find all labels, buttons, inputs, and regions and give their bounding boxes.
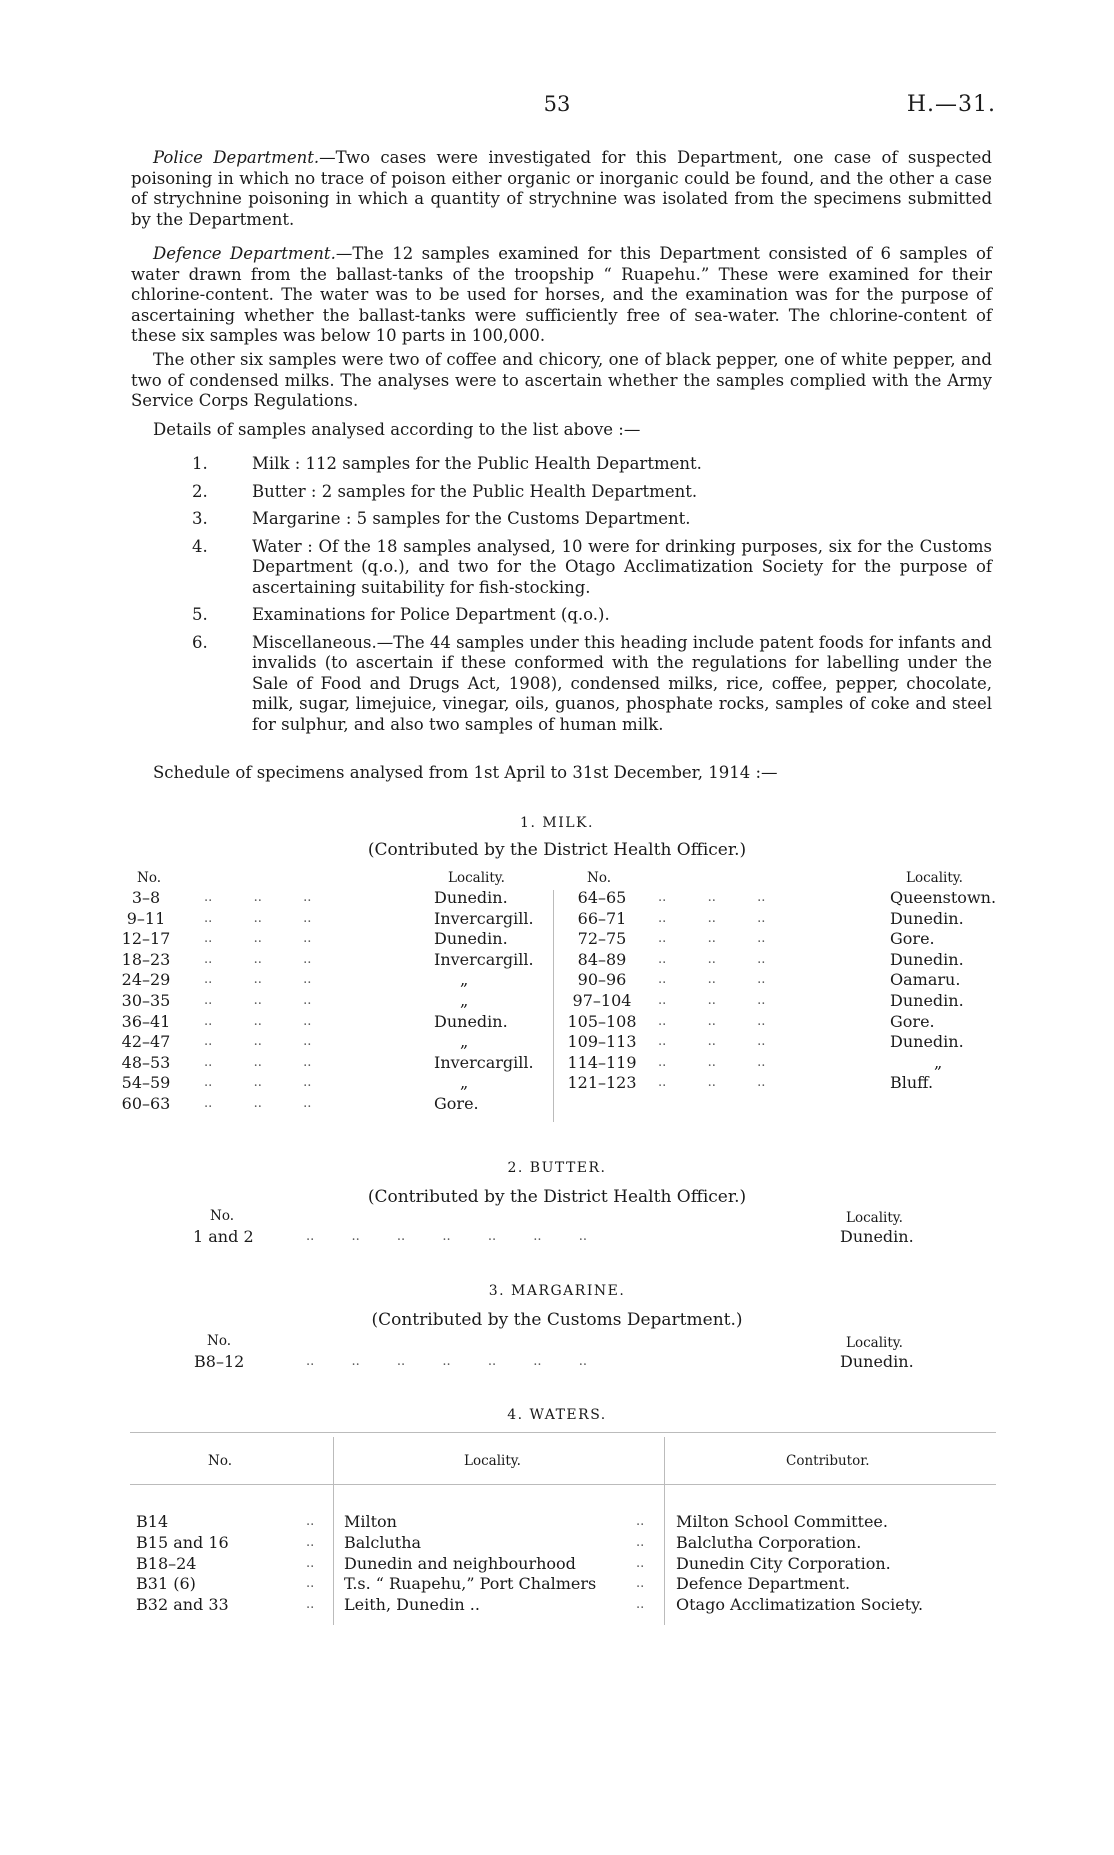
list-item-number: 3. — [192, 509, 208, 528]
butter-section-title: 2. BUTTER. — [507, 1160, 607, 1176]
milk-right-no: 114–119 — [567, 1052, 637, 1072]
waters-section-title: 4. WATERS. — [507, 1407, 607, 1423]
waters-row-locality: T.s. “ Ruapehu,” Port Chalmers — [344, 1574, 597, 1594]
butter-leader-dots: .. .. .. .. .. .. .. — [306, 1229, 587, 1244]
waters-header-rule — [130, 1484, 996, 1485]
waters-row-contributor: Balclutha Corporation. — [676, 1532, 862, 1552]
waters-row-contributor: Otago Acclimatization Society. — [676, 1595, 924, 1615]
milk-left-leader-dots: .. .. .. — [204, 972, 312, 988]
milk-left-no: 48–53 — [121, 1052, 171, 1072]
milk-right-locality: Dunedin. — [890, 949, 964, 969]
list-item-text: Miscellaneous.—The 44 samples under this heading include patent foods for infants and invalids (to ascertain if these conformed with the regulations for labelling under the Sale of Food and Drugs Act, 1908), condensed milks, rice, coffee, pepper, chocolate, milk, sugar, limejuice, vinegar, oils, guanos, phosphate rocks, samples of coke and steel for sulphur, and also two samples of human milk. — [252, 632, 992, 734]
milk-right-locality: Dunedin. — [890, 1032, 964, 1052]
schedule-intro: Schedule of specimens analysed from 1st April to 31st December, 1914 :— — [153, 763, 778, 782]
milk-left-leader-dots: .. .. .. — [204, 931, 312, 947]
page-reference: H.—31. — [906, 92, 996, 117]
milk-right-leader-dots: .. .. .. — [658, 1034, 766, 1050]
waters-row-no: B31 (6) — [136, 1574, 196, 1594]
milk-right-no: 97–104 — [572, 991, 632, 1010]
milk-section-title: 1. MILK. — [520, 815, 594, 831]
list-item — [192, 537, 992, 599]
margarine-locality: Dunedin. — [840, 1352, 914, 1371]
milk-left-locality: „ — [460, 1073, 469, 1093]
waters-row-locality: Milton — [344, 1512, 397, 1531]
milk-right-no: 72–75 — [577, 929, 627, 949]
list-item — [192, 509, 992, 530]
details-intro: Details of samples analysed according to the list above :— — [153, 420, 641, 439]
butter-no: 1 and 2 — [193, 1227, 254, 1246]
margarine-leader-dots: .. .. .. .. .. .. .. — [306, 1354, 587, 1369]
list-item-number: 6. — [192, 632, 208, 652]
margarine-header-locality: Locality. — [846, 1335, 903, 1351]
milk-right-leader-dots: .. .. .. — [658, 951, 766, 967]
waters-row-no: B15 and 16 — [136, 1532, 229, 1552]
milk-section-subtitle: (Contributed by the District Health Officer.) — [367, 840, 747, 860]
milk-right-leader-dots: .. .. .. — [658, 993, 766, 1008]
waters-header-locality: Locality. — [464, 1453, 521, 1469]
milk-right-leader-dots: .. .. .. — [658, 1013, 766, 1029]
waters-header-no: No. — [208, 1453, 232, 1469]
milk-left-locality: „ — [460, 1032, 469, 1052]
milk-left-leader-dots: .. .. .. — [204, 993, 312, 1008]
milk-left-locality: Invercargill. — [434, 1052, 534, 1072]
milk-left-locality: Invercargill. — [434, 908, 534, 928]
waters-row-locality: Dunedin and neighbourhood — [344, 1553, 576, 1573]
waters-row-leader-dots: .. — [306, 1576, 315, 1592]
milk-right-locality: „ — [934, 1052, 943, 1072]
milk-left-leader-dots: .. .. .. — [204, 951, 312, 967]
waters-row-leader-dots: .. — [636, 1534, 645, 1550]
milk-right-locality: Queenstown. — [890, 888, 997, 907]
milk-right-no: 105–108 — [567, 1011, 637, 1031]
milk-column-rule — [553, 890, 554, 1122]
list-item — [192, 633, 992, 736]
margarine-section-subtitle: (Contributed by the Customs Department.) — [371, 1310, 743, 1330]
milk-right-locality: Oamaru. — [890, 970, 961, 990]
list-item-text: Butter : 2 samples for the Public Health Department. — [252, 481, 698, 501]
waters-row-leader-dots: .. — [636, 1597, 645, 1613]
defence-label: Defence Department. — [153, 244, 336, 263]
milk-left-no: 12–17 — [121, 929, 171, 949]
samples-list — [192, 454, 992, 742]
milk-left-leader-dots: .. .. .. — [204, 890, 312, 905]
waters-row-leader-dots: .. — [306, 1534, 315, 1550]
waters-row-leader-dots: .. — [636, 1555, 645, 1571]
milk-left-locality: Gore. — [434, 1094, 479, 1113]
milk-right-locality: Dunedin. — [890, 908, 964, 928]
waters-row-contributor: Milton School Committee. — [676, 1512, 888, 1531]
waters-row-locality: Leith, Dunedin .. — [344, 1595, 480, 1615]
defence-paragraph — [131, 244, 992, 347]
milk-right-no: 66–71 — [577, 908, 627, 928]
waters-row-leader-dots: .. — [306, 1514, 315, 1529]
milk-left-no: 24–29 — [121, 970, 171, 990]
waters-header-contributor: Contributor. — [786, 1453, 870, 1469]
milk-left-no: 54–59 — [121, 1073, 171, 1093]
milk-right-no: 64–65 — [577, 888, 627, 907]
waters-row-contributor: Dunedin City Corporation. — [676, 1553, 891, 1573]
milk-right-leader-dots: .. .. .. — [658, 890, 766, 905]
milk-right-leader-dots: .. .. .. — [658, 910, 766, 926]
list-item-number: 2. — [192, 481, 208, 501]
list-item-text: Milk : 112 samples for the Public Health Department. — [252, 454, 702, 473]
butter-locality: Dunedin. — [840, 1227, 914, 1246]
milk-right-no: 84–89 — [577, 949, 627, 969]
milk-left-locality: Dunedin. — [434, 929, 508, 949]
milk-right-locality: Gore. — [890, 1011, 935, 1031]
butter-section-subtitle: (Contributed by the District Health Officer.) — [367, 1187, 747, 1207]
butter-header-locality: Locality. — [846, 1210, 903, 1226]
milk-left-no: 36–41 — [121, 1011, 171, 1031]
milk-right-leader-dots: .. .. .. — [658, 931, 766, 947]
milk-left-no: 9–11 — [126, 908, 166, 928]
other-samples-paragraph: The other six samples were two of coffee and chicory, one of black pepper, one of white pepper, and two of condensed milks. The analyses were to ascertain whether the samples complied with the Army Service Corps Regulations. — [131, 350, 992, 410]
milk-header-no-right: No. — [587, 870, 611, 886]
milk-header-locality-right: Locality. — [906, 870, 963, 886]
milk-header-locality-left: Locality. — [448, 870, 505, 886]
police-paragraph — [131, 148, 992, 230]
margarine-no: B8–12 — [194, 1352, 245, 1371]
milk-left-locality: „ — [460, 970, 469, 990]
milk-right-locality: Bluff. — [890, 1073, 934, 1093]
milk-left-leader-dots: .. .. .. — [204, 910, 312, 926]
milk-header-no-left: No. — [137, 870, 161, 886]
waters-column-rule-2 — [664, 1437, 665, 1625]
list-item — [192, 605, 992, 626]
waters-top-rule — [130, 1432, 996, 1433]
list-item-text: Water : Of the 18 samples analysed, 10 were for drinking purposes, six for the Customs Department (q.o.), and two for the Otago Acclimatization Society for the purpose of ascertaining suitability for fish-stocking. — [252, 536, 992, 597]
milk-right-locality: Gore. — [890, 929, 935, 949]
milk-right-no: 121–123 — [567, 1073, 637, 1093]
list-item-number: 4. — [192, 536, 208, 556]
milk-right-no: 109–113 — [567, 1032, 637, 1052]
milk-right-leader-dots: .. .. .. — [658, 972, 766, 988]
list-item — [192, 482, 992, 503]
waters-row-contributor: Defence Department. — [676, 1574, 851, 1594]
margarine-section-title: 3. MARGARINE. — [488, 1283, 626, 1299]
police-label: Police Department. — [153, 148, 320, 167]
butter-header-no: No. — [210, 1208, 234, 1224]
defence-text: —The 12 samples examined for this Department consisted of 6 samples of water drawn from the ballast-tanks of the troopship “ Ruapehu.” These were examined for their chlorine-content. The water was to be used for horses, and the examination was for the purpose of ascertaining whether the ballast-tanks were sufficiently free of sea-water. The chlorine-content of these six samples was below 10 parts in 100,000. — [131, 244, 992, 345]
waters-row-locality: Balclutha — [344, 1532, 422, 1552]
milk-left-locality: Invercargill. — [434, 949, 534, 969]
milk-left-leader-dots: .. .. .. — [204, 1096, 312, 1111]
milk-right-no: 90–96 — [577, 970, 627, 990]
milk-left-locality: Dunedin. — [434, 1011, 508, 1031]
list-item-text: Margarine : 5 samples for the Customs Department. — [252, 509, 691, 528]
milk-left-leader-dots: .. .. .. — [204, 1034, 312, 1050]
waters-row-leader-dots: .. — [306, 1555, 315, 1571]
waters-row-no: B18–24 — [136, 1553, 197, 1573]
waters-row-leader-dots: .. — [306, 1597, 315, 1613]
milk-left-leader-dots: .. .. .. — [204, 1075, 312, 1091]
list-item — [192, 454, 992, 475]
milk-left-leader-dots: .. .. .. — [204, 1013, 312, 1029]
list-item-number: 1. — [192, 454, 208, 473]
page-number: 53 — [543, 92, 571, 116]
list-item-number: 5. — [192, 605, 208, 624]
milk-left-no: 60–63 — [121, 1094, 171, 1113]
milk-right-leader-dots: .. .. .. — [658, 1075, 766, 1091]
milk-left-no: 3–8 — [131, 888, 161, 907]
milk-left-no: 30–35 — [121, 991, 171, 1010]
waters-row-no: B32 and 33 — [136, 1595, 229, 1615]
milk-right-leader-dots: .. .. .. — [658, 1054, 766, 1070]
milk-left-leader-dots: .. .. .. — [204, 1054, 312, 1070]
milk-left-locality: Dunedin. — [434, 888, 508, 907]
waters-row-leader-dots: .. — [636, 1576, 645, 1592]
milk-right-locality: Dunedin. — [890, 991, 964, 1010]
waters-column-rule-1 — [333, 1437, 334, 1625]
list-item-text: Examinations for Police Department (q.o.). — [252, 605, 610, 624]
margarine-header-no: No. — [207, 1333, 231, 1349]
milk-left-no: 42–47 — [121, 1032, 171, 1052]
milk-left-no: 18–23 — [121, 949, 171, 969]
waters-row-no: B14 — [136, 1512, 169, 1531]
waters-row-leader-dots: .. — [636, 1514, 645, 1529]
milk-left-locality: „ — [460, 991, 469, 1010]
police-text: —Two cases were investigated for this Department, one case of suspected poisoning in which no trace of poison either organic or inorganic could be found, and the other a case of strychnine poisoning in which a quantity of strychnine was isolated from the specimens submitted by the Department. — [131, 148, 992, 229]
